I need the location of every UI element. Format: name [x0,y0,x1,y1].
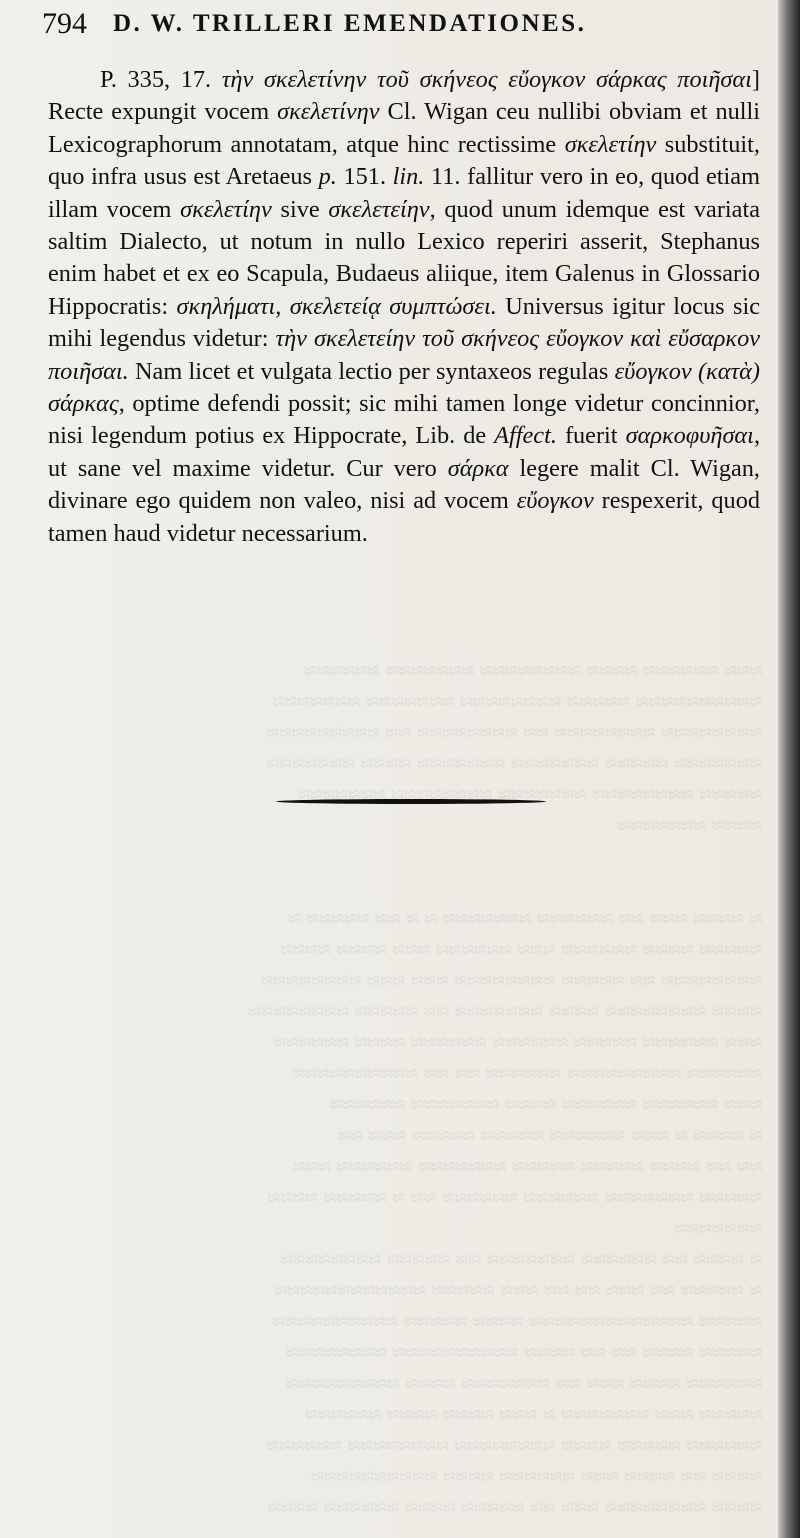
greek-phrase: σκελετείην [328,195,430,223]
greek-phrase: σκελετίην [564,130,657,158]
latin-text: fuerit [556,422,626,450]
latin-text: P. 335, 17. [100,66,222,93]
greek-phrase: σαρκοφυῆσαι [625,422,754,450]
latin-text: substituit, quo infra usus est Aretaeus [48,130,760,191]
greek-phrase: Affect. [494,422,557,450]
latin-text: Nam licet et vulgata lectio per syntaxeos regulas [128,357,615,385]
latin-text: sive [271,195,329,223]
greek-phrase: εὔογκον (κατὰ) σάρκας [48,357,760,418]
latin-text: 151. [336,163,393,191]
emendation-paragraph [48,64,760,550]
greek-phrase: σκελετίνην [277,98,380,126]
latin-text: ] Recte expungit vocem [48,66,761,126]
greek-phrase: p. [318,163,337,191]
greek-phrase: σκηλήματι, σκελετείᾳ συμπτώσει. [176,292,497,320]
page-number: 794 [42,7,87,40]
section-divider-rule [276,799,546,804]
main-text-block [48,64,760,550]
latin-text: legere malit Cl. Wigan, divinare ego quidem non valeo, nisi ad vocem [48,454,761,515]
latin-text: respexerit, quod tamen haud videtur necessarium. [48,487,760,547]
page-header [42,2,742,46]
latin-text: 11. fallitur vero in eo, quod etiam illam vocem [48,163,760,223]
greek-phrase: τὴν σκελετείην τοῦ σκήνεος εὔογκον καὶ εὔσαρκον ποιῆσαι. [48,325,761,385]
latin-text: , optime defendi possit; sic mihi tamen longe videtur concinnior, nisi legendum potius ex Hippocrate, Lib. de [48,390,760,450]
latin-text: Universus igitur locus sic mihi legendus videtur: [48,292,760,353]
latin-text: , ut sane vel maxime videtur. Cur vero [48,422,761,482]
greek-phrase: lin. [392,163,425,191]
latin-text: Cl. Wigan ceu nullibi obviam et nulli Lexicographorum annotatam, atque hinc rectissime [48,98,761,158]
greek-phrase: τὴν σκελετίνην τοῦ σκήνεος εὔογκον σάρκας ποιῆσαι [221,66,752,93]
page-gutter-shadow [778,0,800,1538]
greek-phrase: σάρκα [447,454,509,482]
greek-phrase: σκελετίην [180,195,272,223]
greek-phrase: εὔογκον [516,487,594,515]
running-title: D. W. TRILLERI EMENDATIONES. [113,10,587,37]
latin-text: , quod unum idemque est variata saltim Dialecto, ut notum in nullo Lexico reperiri asserit, Stephanus enim habet et ex eo Scapula, Budaeus aliique, item Galenus in Glossario Hippocratis: [48,195,760,320]
show-through-texture: ≈≈≈ ≈≈≈≈≈≈ ≈≈≈≈ ≈≈≈≈≈≈≈≈ ≈≈≈≈≈≈≈ ≈≈≈≈≈≈ ≈≈≈≈≈≈≈≈≈≈ ≈≈≈≈≈ ≈≈≈≈≈≈≈≈ ≈≈≈≈≈≈≈ ≈≈≈≈≈≈≈ ≈≈≈≈≈≈≈≈ ≈≈≈≈≈≈≈≈ ≈≈ ≈≈≈≈≈≈≈≈ ≈≈ ≈≈≈≈≈≈≈≈≈ ≈≈≈≈≈≈≈ ≈≈≈≈≈ ≈≈≈≈≈≈≈ ≈≈≈≈≈≈≈ ≈≈≈≈ ≈≈≈≈≈≈≈ ≈≈≈≈≈ ≈≈≈≈≈≈≈≈ ≈≈≈≈≈≈≈ ≈≈≈≈≈≈≈≈ ≈≈≈≈≈≈≈ ≈≈≈≈ ≈≈≈≈≈≈≈ ≈ ≈≈≈≈ ≈≈≈ ≈≈ ≈≈≈≈≈≈ ≈≈≈≈≈≈≈ ≈ ≈ ≈≈ ≈≈≈≈≈ ≈ ≈≈≈≈≈ ≈≈≈≈ ≈≈≈≈≈≈ ≈≈≈ ≈≈≈≈≈≈ ≈≈≈ ≈≈≈≈ ≈≈≈≈ ≈≈≈≈≈≈≈≈ ≈≈ ≈≈≈≈≈ ≈≈≈≈≈≈≈≈ ≈≈≈ ≈≈≈ ≈≈≈≈≈≈≈≈ ≈≈≈≈ ≈≈≈≈≈≈≈≈ ≈≈≈≈ ≈≈≈≈≈≈≈ ≈≈ ≈≈≈≈≈ ≈≈≈≈≈≈≈≈ ≈≈≈ ≈≈≈≈≈≈ ≈≈≈≈≈ ≈≈≈≈≈≈ ≈≈≈≈≈≈ ≈≈≈≈ ≈≈≈≈≈≈ ≈≈≈≈≈≈ ≈≈≈≈≈≈≈≈≈ ≈≈≈≈≈≈ ≈≈ ≈≈ ≈≈≈≈≈≈≈≈≈≈ ≈≈≈ ≈≈≈≈≈≈ ≈≈≈≈≈≈ ≈≈≈≈ ≈≈≈≈≈≈≈ ≈≈≈≈≈≈ ≈ ≈≈≈≈ ≈ ≈≈≈ ≈≈≈≈≈≈ ≈≈≈≈≈ ≈≈≈≈≈ ≈≈≈ ≈≈ ≈≈ ≈≈ ≈≈≈≈ ≈≈≈≈≈ ≈≈≈≈≈ ≈≈≈≈≈≈≈ ≈≈≈≈≈≈ ≈≈≈ ≈≈≈≈≈ ≈≈≈≈≈≈≈ ≈≈≈≈≈≈ ≈≈≈≈≈≈ ≈≈ ≈ ≈≈≈≈≈ ≈≈≈≈ ≈≈≈≈≈≈≈ ≈ ≈≈≈≈ ≈≈ ≈≈≈≈≈≈ ≈≈≈≈≈≈≈ ≈≈ ≈≈≈≈≈ ≈≈≈≈≈≈≈≈ ≈ ≈≈≈≈≈ ≈≈ ≈≈≈ ≈≈ ≈≈ ≈≈≈ ≈≈≈≈≈ ≈≈≈≈≈≈≈≈≈≈≈≈ ≈≈≈≈≈ ≈≈≈≈≈≈≈≈≈≈≈≈≈ ≈≈≈≈ ≈≈≈≈≈ ≈≈≈≈≈≈≈≈≈≈ ≈≈≈≈≈ ≈≈≈≈ ≈≈ ≈≈ ≈≈≈≈ ≈≈≈≈≈≈≈≈≈≈ ≈≈≈≈≈≈≈≈ ≈≈≈≈≈≈ ≈≈≈≈ ≈≈≈ ≈≈ ≈≈≈≈≈≈≈ ≈≈≈≈ ≈≈≈≈≈≈≈≈≈ ≈≈≈≈≈ ≈≈≈ ≈≈≈≈≈≈≈ ≈ ≈≈≈ ≈≈≈≈ ≈≈≈≈ ≈≈≈≈≈≈ ≈≈≈≈≈≈ ≈≈≈≈≈ ≈≈≈≈ ≈≈≈≈≈≈≈≈ ≈≈≈≈≈≈≈≈ ≈≈≈≈≈≈ ≈≈≈≈ ≈≈ ≈≈≈≈ ≈≈≈ ≈≈≈≈≈≈ ≈≈≈≈ ≈≈≈≈≈≈≈≈≈≈ ≈≈≈≈ ≈≈≈≈≈≈≈≈ ≈≈≈ ≈≈ ≈≈≈≈≈ ≈≈≈≈ ≈≈≈≈≈≈ ≈≈≈≈ [247,658,762,1520]
